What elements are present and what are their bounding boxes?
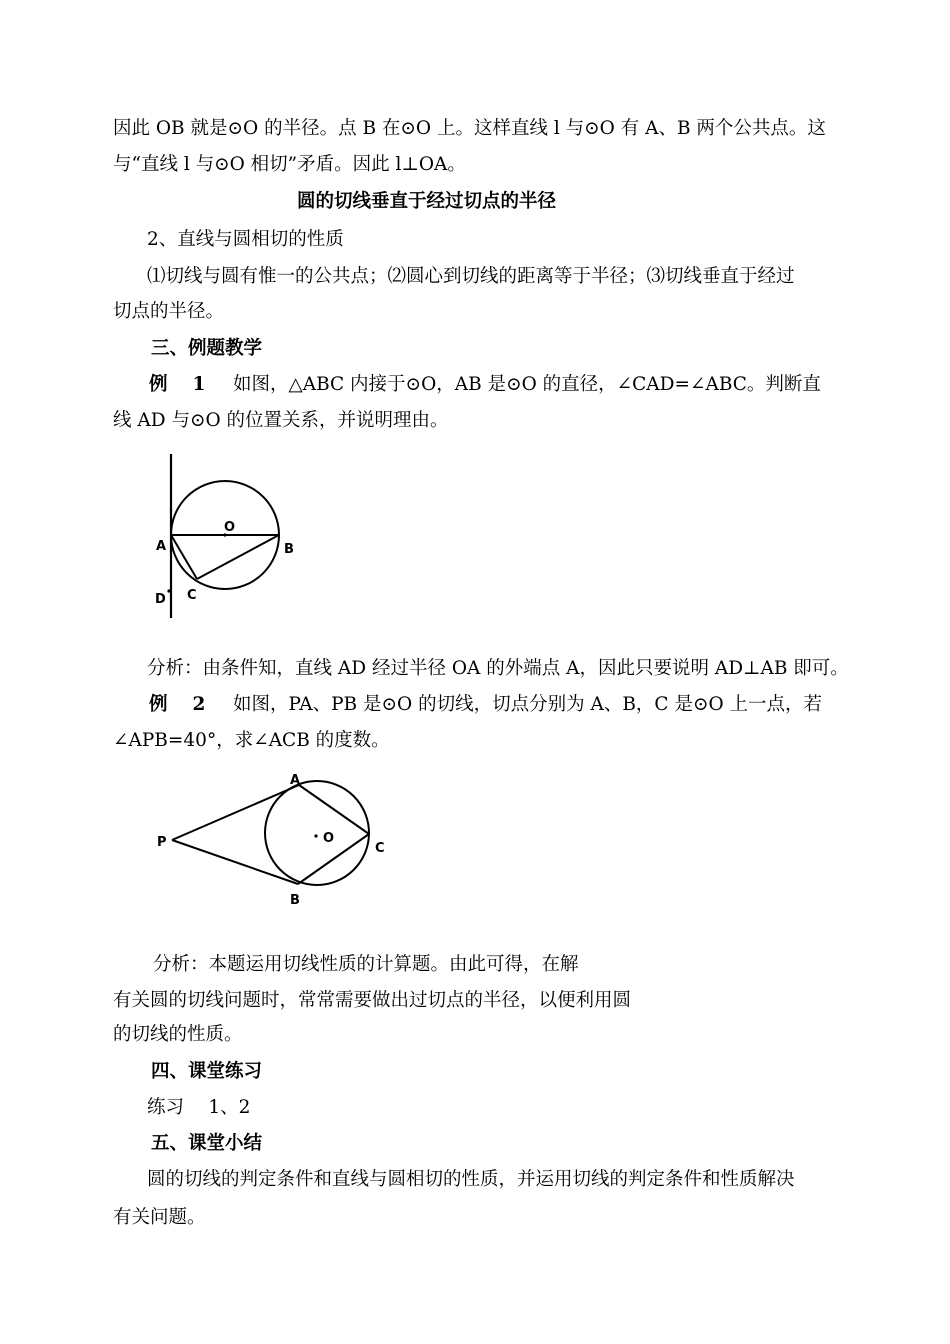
section-heading: 五、课堂小结 bbox=[151, 1133, 263, 1154]
label-o: O bbox=[224, 520, 236, 535]
figure-1-diagram bbox=[150, 448, 310, 623]
example-label: 例 1 bbox=[149, 374, 206, 395]
label-p: P bbox=[157, 835, 167, 850]
chord-cb bbox=[197, 535, 279, 579]
paragraph-line: 有关问题。 bbox=[113, 1207, 206, 1228]
chord-ac bbox=[299, 785, 369, 834]
analysis-line: 的切线的性质。 bbox=[113, 1024, 243, 1045]
paragraph-line: 因此 OB 就是⊙O 的半径。点 B 在⊙O 上。这样直线 l 与⊙O 有 A、B 两个公共点。这 bbox=[113, 118, 826, 139]
label-b: B bbox=[284, 542, 294, 557]
section-heading: 三、例题教学 bbox=[151, 338, 263, 359]
paragraph-line: 切点的半径。 bbox=[113, 301, 225, 322]
label-a: A bbox=[290, 773, 301, 788]
tangent-pb bbox=[172, 840, 298, 884]
example-label: 例 2 bbox=[149, 694, 206, 715]
paragraph-line: ⑴切线与圆有惟一的公共点；⑵圆心到切线的距离等于半径；⑶切线垂直于经过 bbox=[147, 266, 795, 287]
label-a: A bbox=[156, 539, 167, 554]
label-o: O bbox=[323, 831, 335, 846]
label-d: D bbox=[155, 592, 166, 607]
paragraph-line: 与“直线 l 与⊙O 相切”矛盾。因此 l⊥OA。 bbox=[113, 154, 466, 175]
center-point bbox=[314, 834, 317, 837]
paragraph-line: 圆的切线的判定条件和直线与圆相切的性质，并运用切线的判定条件和性质解决 bbox=[147, 1169, 795, 1190]
section-heading: 四、课堂练习 bbox=[151, 1061, 263, 1082]
paragraph-line: ∠APB=40°，求∠ACB 的度数。 bbox=[113, 730, 390, 751]
property-title: 2、直线与圆相切的性质 bbox=[147, 229, 344, 250]
analysis-line: 分析：本题运用切线性质的计算题。由此可得，在解 bbox=[153, 954, 579, 975]
paragraph-line: 线 AD 与⊙O 的位置关系，并说明理由。 bbox=[113, 410, 449, 431]
tangent-pa bbox=[172, 785, 299, 840]
paragraph-line: 如图，PA、PB 是⊙O 的切线，切点分别为 A、B，C 是⊙O 上一点，若 bbox=[233, 694, 823, 715]
practice-line: 练习 1、2 bbox=[147, 1097, 251, 1118]
label-c: C bbox=[375, 841, 385, 856]
figure-2-diagram bbox=[150, 766, 390, 911]
label-c: C bbox=[187, 588, 197, 603]
analysis-line: 有关圆的切线问题时，常常需要做出过切点的半径，以便利用圆 bbox=[113, 990, 632, 1011]
label-b: B bbox=[290, 893, 300, 908]
paragraph-line: 如图，△ABC 内接于⊙O，AB 是⊙O 的直径，∠CAD=∠ABC。判断直 bbox=[233, 374, 821, 395]
analysis-line: 分析：由条件知，直线 AD 经过半径 OA 的外端点 A，因此只要说明 AD⊥AB 即可。 bbox=[147, 658, 849, 679]
point-d bbox=[167, 589, 170, 592]
theorem-heading: 圆的切线垂直于经过切点的半径 bbox=[297, 191, 557, 212]
